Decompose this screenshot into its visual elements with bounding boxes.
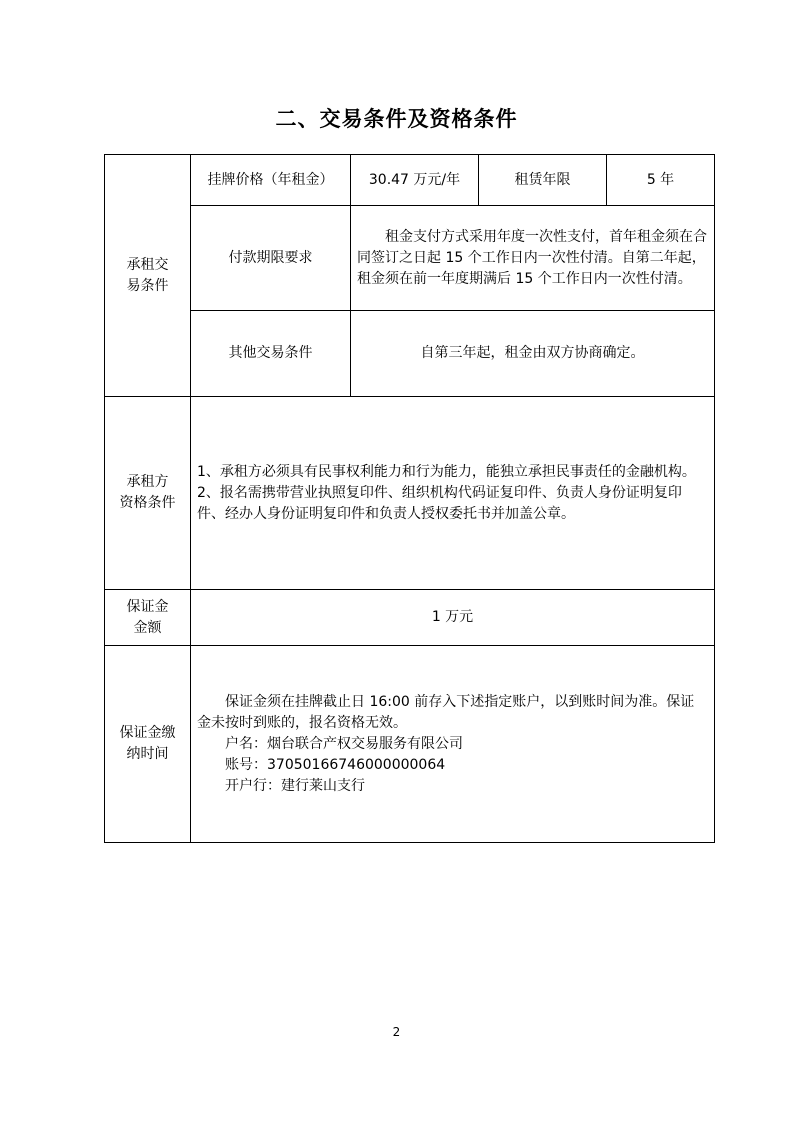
payment-label: 付款期限要求 (191, 206, 351, 311)
price-label: 挂牌价格（年租金） (191, 155, 351, 206)
deposit-label-line1: 保证金 (126, 598, 169, 615)
payment-text: 租金支付方式采用年度一次性支付，首年租金须在合同签订之日起 15 个工作日内一次性付清。自第二年起，租金须在前一年度期满后 15 个工作日内一次性付清。 (351, 206, 715, 311)
other-terms-text: 自第三年起，租金由双方协商确定。 (351, 311, 715, 397)
lease-terms-label-line1: 承租交 (126, 256, 169, 273)
deposit-time-label-line2: 纳时间 (126, 746, 169, 762)
account-name: 户名：烟台联合产权交易服务有限公司 (225, 735, 463, 752)
page-number: 2 (392, 1025, 401, 1039)
price-row (105, 155, 715, 206)
deposit-row (105, 590, 715, 646)
lease-terms-label (105, 155, 191, 397)
bank-branch: 开户行：建行莱山支行 (225, 777, 365, 794)
price-value: 30.47 万元/年 (351, 155, 479, 206)
deposit-time-content (191, 646, 715, 843)
qualification-label-line1: 承租方 (126, 474, 169, 490)
payment-row (105, 206, 715, 311)
conditions-table (104, 154, 715, 843)
deposit-label-line2: 金额 (133, 619, 162, 636)
deposit-label (105, 590, 191, 646)
deposit-time-row (105, 646, 715, 843)
deposit-time-label-line1: 保证金缴 (119, 725, 176, 741)
qualification-content (191, 397, 715, 590)
other-terms-row (105, 311, 715, 397)
deposit-time-text: 保证金须在挂牌截止日 16:00 前存入下述指定账户，以到账时间为准。保证金未按时到账的，报名资格无效。 (197, 693, 695, 731)
lease-terms-label-line2: 易条件 (126, 277, 169, 294)
qualification-row (105, 397, 715, 590)
term-value: 5 年 (607, 155, 715, 206)
page-title: 二、交易条件及资格条件 (275, 107, 518, 131)
qualification-item-1: 1、承租方必须具有民事权利能力和行为能力，能独立承担民事责任的金融机构。 (197, 463, 696, 480)
other-terms-label: 其他交易条件 (191, 311, 351, 397)
qualification-label-line2: 资格条件 (119, 495, 176, 511)
term-label: 租赁年限 (479, 155, 607, 206)
account-number: 账号：37050166746000000064 (225, 756, 446, 773)
deposit-time-label (105, 646, 191, 843)
deposit-amount: 1 万元 (191, 590, 715, 646)
qualification-item-2: 2、报名需携带营业执照复印件、组织机构代码证复印件、负责人身份证明复印件、经办人身份证明复印件和负责人授权委托书并加盖公章。 (197, 484, 682, 522)
qualification-label (105, 397, 191, 590)
